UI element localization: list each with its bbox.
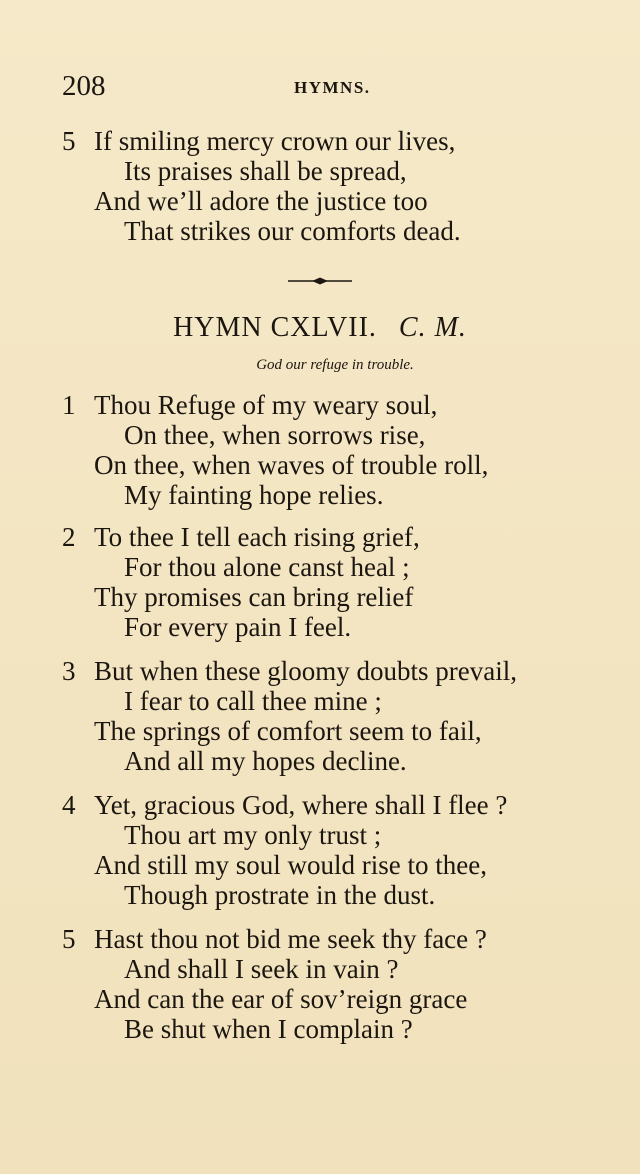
stanza-number: 1 (62, 390, 76, 420)
stanza-line (62, 552, 602, 582)
running-head: HYMNS. (294, 78, 371, 97)
stanza-line (62, 924, 602, 954)
stanza-number: 5 (62, 126, 76, 156)
verse-line: On thee, when waves of trouble roll, (94, 450, 489, 480)
verse-line: If smiling mercy crown our lives, (94, 126, 456, 156)
stanza-line (62, 880, 602, 910)
stanza-1 (62, 390, 602, 510)
stanza-line (62, 850, 602, 880)
verse-line: And still my soul would rise to thee, (94, 850, 487, 880)
stanza-line (62, 126, 602, 156)
stanza-line (62, 216, 602, 246)
stanza-line (62, 450, 602, 480)
stanza-line (62, 156, 602, 186)
stanza-5 (62, 924, 602, 1044)
stanza-line (62, 954, 602, 984)
hymn-number: HYMN CXLVII. (173, 312, 377, 343)
verse-line: Yet, gracious God, where shall I flee ? (94, 790, 508, 820)
verse-line: And can the ear of sov’reign grace (94, 984, 468, 1014)
stanza-number: 4 (62, 790, 76, 820)
stanza-line (62, 582, 602, 612)
verse-line: Its praises shall be spread, (124, 156, 407, 186)
verse-line: Hast thou not bid me seek thy face ? (94, 924, 487, 954)
stanza-4 (62, 790, 602, 910)
stanza-line (62, 390, 602, 420)
hymn-meter: C. M. (398, 312, 467, 343)
verse-line: Thy promises can bring relief (94, 582, 414, 612)
stanza-line (62, 984, 602, 1014)
page-header (62, 68, 582, 108)
stanza-line (62, 820, 602, 850)
verse-line: Be shut when I complain ? (124, 1014, 413, 1044)
stanza-number: 2 (62, 522, 76, 552)
stanza-number: 3 (62, 656, 76, 686)
verse-line: And all my hopes decline. (124, 746, 407, 776)
stanza-line (62, 746, 602, 776)
stanza-2 (62, 522, 602, 642)
stanza-line (62, 480, 602, 510)
verse-line: But when these gloomy doubts prevail, (94, 656, 517, 686)
verse-line: To thee I tell each rising grief, (94, 522, 420, 552)
ornament-divider (288, 276, 352, 286)
hymn-title (0, 310, 640, 346)
verse-line: Though prostrate in the dust. (124, 880, 436, 910)
stanza-line (62, 656, 602, 686)
verse-line: I fear to call thee mine ; (124, 686, 382, 716)
verse-line: My fainting hope relies. (124, 480, 384, 510)
stanza-line (62, 716, 602, 746)
verse-line: For thou alone canst heal ; (124, 552, 410, 582)
stanza-number: 5 (62, 924, 76, 954)
stanza-line (62, 790, 602, 820)
stanza-line (62, 1014, 602, 1044)
stanza-line (62, 612, 602, 642)
stanza-3 (62, 656, 602, 776)
stanza-line (62, 186, 602, 216)
verse-line: And we’ll adore the justice too (94, 186, 428, 216)
verse-line: Thou Refuge of my weary soul, (94, 390, 438, 420)
stanza-line (62, 686, 602, 716)
hymn-subtitle: God our refuge in trouble. (256, 357, 414, 373)
previous-hymn-stanza-5 (62, 126, 602, 246)
verse-line: For every pain I feel. (124, 612, 352, 642)
stanza-line (62, 420, 602, 450)
verse-line: Thou art my only trust ; (124, 820, 382, 850)
verse-line: And shall I seek in vain ? (124, 954, 399, 984)
verse-line: The springs of comfort seem to fail, (94, 716, 482, 746)
verse-line: That strikes our comforts dead. (124, 216, 461, 246)
page-number: 208 (62, 70, 106, 102)
verse-line: On thee, when sorrows rise, (124, 420, 426, 450)
stanza-line (62, 522, 602, 552)
